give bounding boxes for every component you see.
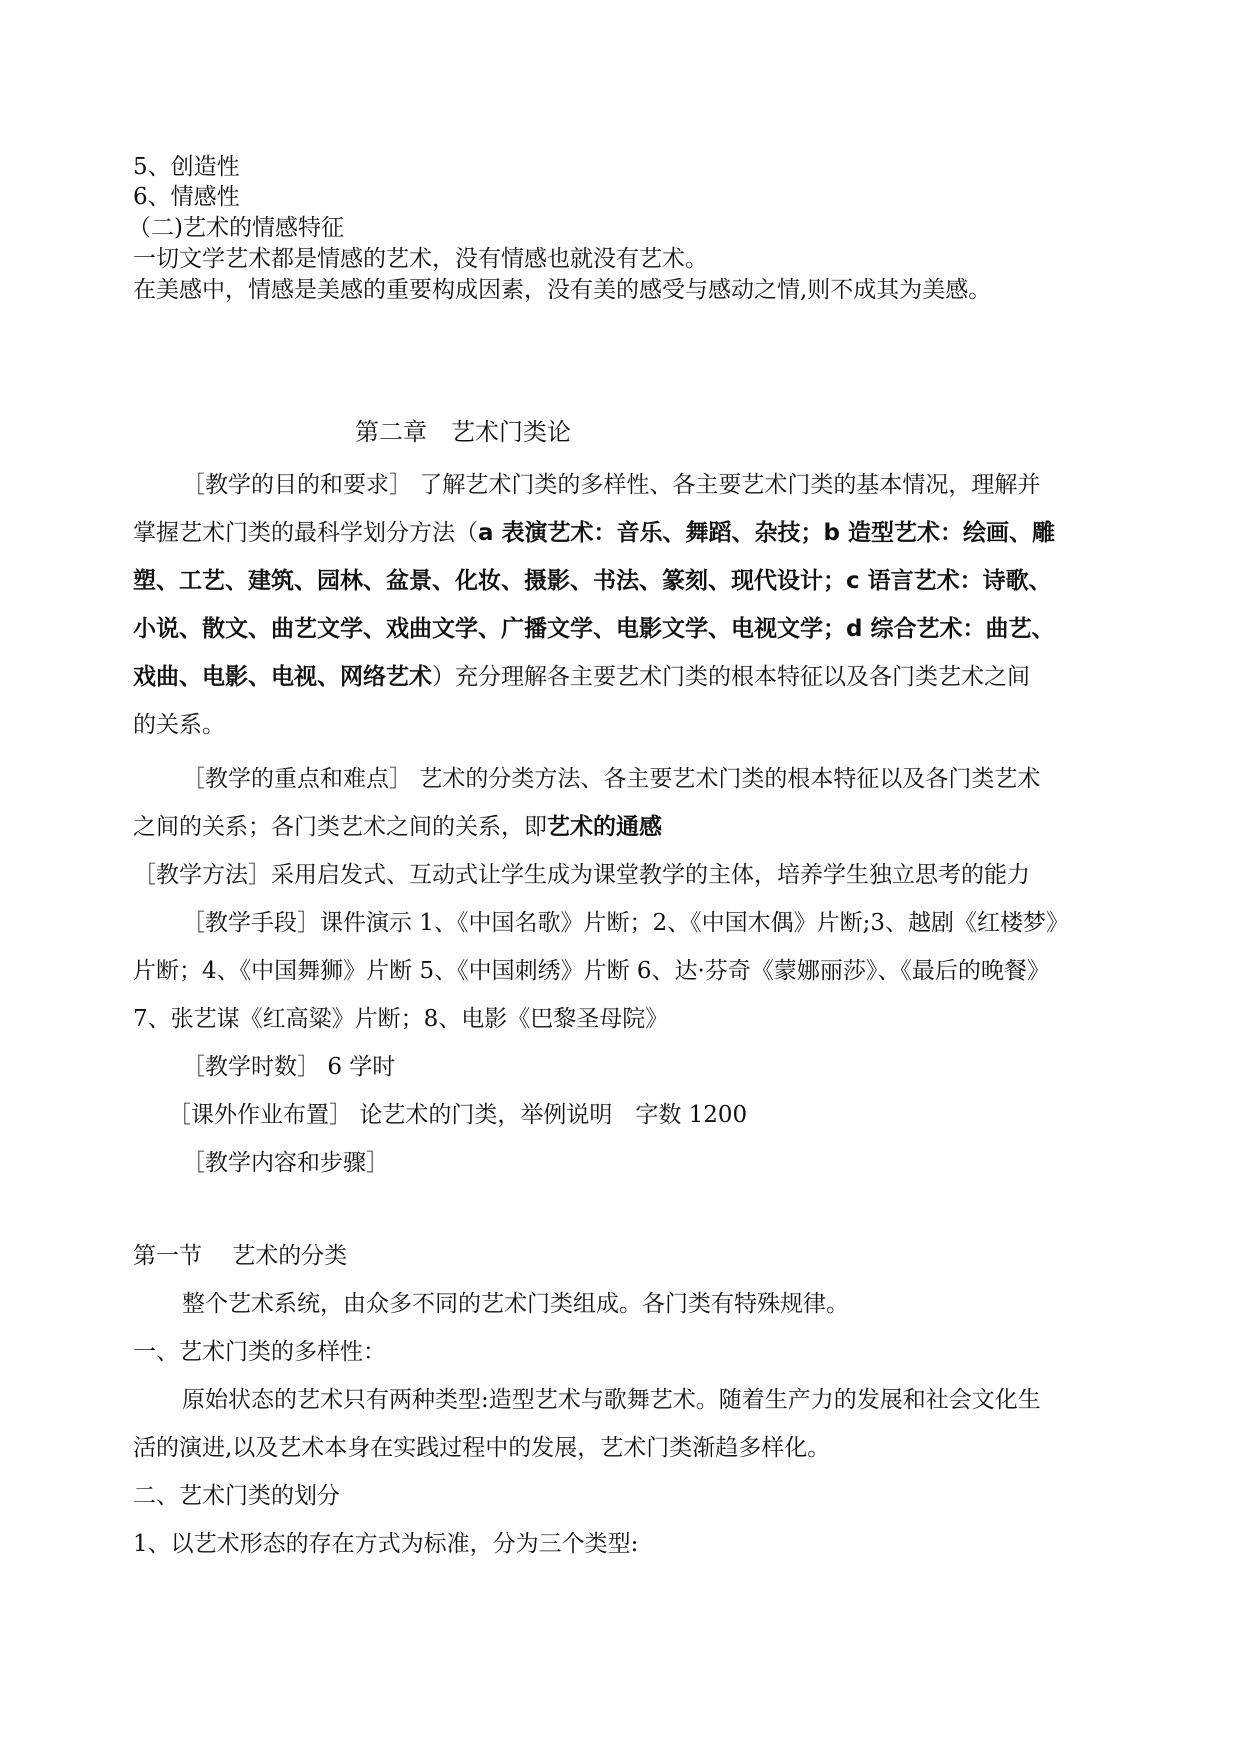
key-text: 之间的关系: [133, 814, 248, 840]
goal-text: 了解艺术门类的多样性、各主要艺术门类的基本情况，理解并: [419, 472, 1041, 498]
text-line: 6、情感性: [133, 184, 240, 210]
paragraph-line: [182, 1148, 389, 1178]
key-text: 艺术的分类方法、各主要艺术门类的根本特征以及各门类艺术: [419, 766, 1041, 792]
paragraph-line: 整个艺术系统，由众多不同的艺术门类组成。各门类有特殊规律。: [182, 1291, 849, 1317]
goal-text: ）充分理解各主要艺术门类的根本特征以及各门类艺术之间: [432, 664, 1030, 690]
paragraph-line: [133, 662, 1030, 692]
means-label: ［教学手段］: [182, 910, 320, 936]
subheading: （二)艺术的情感特征: [128, 215, 344, 241]
goal-text: 掌握艺术门类的最科学划分方法（: [133, 520, 478, 546]
key-label: ［教学的重点和难点］: [182, 766, 412, 792]
paragraph-line: [168, 1100, 747, 1130]
text-line: 一切文学艺术都是情感的艺术，没有情感也就没有艺术。: [133, 246, 708, 272]
text-line: 在美感中，情感是美感的重要构成因素，没有美的感受与感动之情,则不成其为美感。: [133, 277, 992, 303]
homework-text: 论艺术的门类，举例说明 字数 1200: [359, 1102, 748, 1128]
content-label: ［教学内容和步骤］: [182, 1150, 389, 1176]
paragraph-line: [182, 470, 1040, 500]
section-heading: 一、艺术门类的多样性：: [133, 1339, 386, 1365]
paragraph-line: 原始状态的艺术只有两种类型:造型艺术与歌舞艺术。随着生产力的发展和社会文化生: [182, 1387, 1041, 1413]
paragraph-line: [182, 908, 1069, 938]
section-heading: 二、艺术门类的划分: [133, 1483, 340, 1509]
goal-bold: 小说、散文、曲艺文学、戏曲文学、广播文学、电影文学、电视文学；d 综合艺术：曲艺、: [133, 616, 1055, 642]
paragraph-line: [182, 764, 1040, 794]
goal-bold: a 表演艺术：音乐、舞蹈、杂技；b 造型艺术：绘画、雕: [478, 520, 1055, 546]
homework-label: ［课外作业布置］: [168, 1102, 352, 1128]
goal-label: ［教学的目的和要求］: [182, 472, 412, 498]
paragraph-line: [182, 1052, 395, 1082]
goal-bold: 戏曲、电影、电视、网络艺术: [133, 664, 432, 690]
goal-bold: 塑、工艺、建筑、园林、盆景、化妆、摄影、书法、篆刻、现代设计；c 语言艺术：诗歌、: [133, 568, 1052, 594]
paragraph-line: 1、以艺术形态的存在方式为标准，分为三个类型:: [133, 1531, 639, 1557]
section-title: 第一节 艺术的分类: [133, 1243, 348, 1269]
key-text: ；各门类艺术之间的关系，即: [248, 814, 547, 840]
hours-text: 6 学时: [327, 1054, 396, 1080]
paragraph-line: 活的演进,以及艺术本身在实践过程中的发展，艺术门类渐趋多样化。: [133, 1435, 831, 1461]
method-line: ［教学方法］采用启发式、互动式让学生成为课堂教学的主体，培养学生独立思考的能力: [133, 862, 1030, 888]
key-bold: 艺术的通感: [547, 814, 662, 840]
paragraph-line: 7、张艺谋《红高粱》片断；8、电影《巴黎圣母院》: [133, 1006, 669, 1032]
paragraph-line: [133, 614, 1054, 644]
means-text: 课件演示 1、《中国名歌》片断；2、《中国木偶》片断;3、越剧《红楼梦》: [320, 910, 1069, 936]
paragraph-line: 片断；4、《中国舞狮》片断 5、《中国刺绣》片断 6、达·芬奇《蒙娜丽莎》、《最后的晚餐》: [133, 958, 1050, 984]
paragraph-line: 的关系。: [133, 712, 225, 738]
chapter-title: 第二章 艺术门类论: [355, 418, 571, 446]
hours-label: ［教学时数］: [182, 1054, 320, 1080]
paragraph-line: [133, 518, 1055, 548]
paragraph-line: [133, 566, 1052, 596]
paragraph-line: [133, 812, 662, 842]
text-line: 5、创造性: [133, 154, 240, 180]
